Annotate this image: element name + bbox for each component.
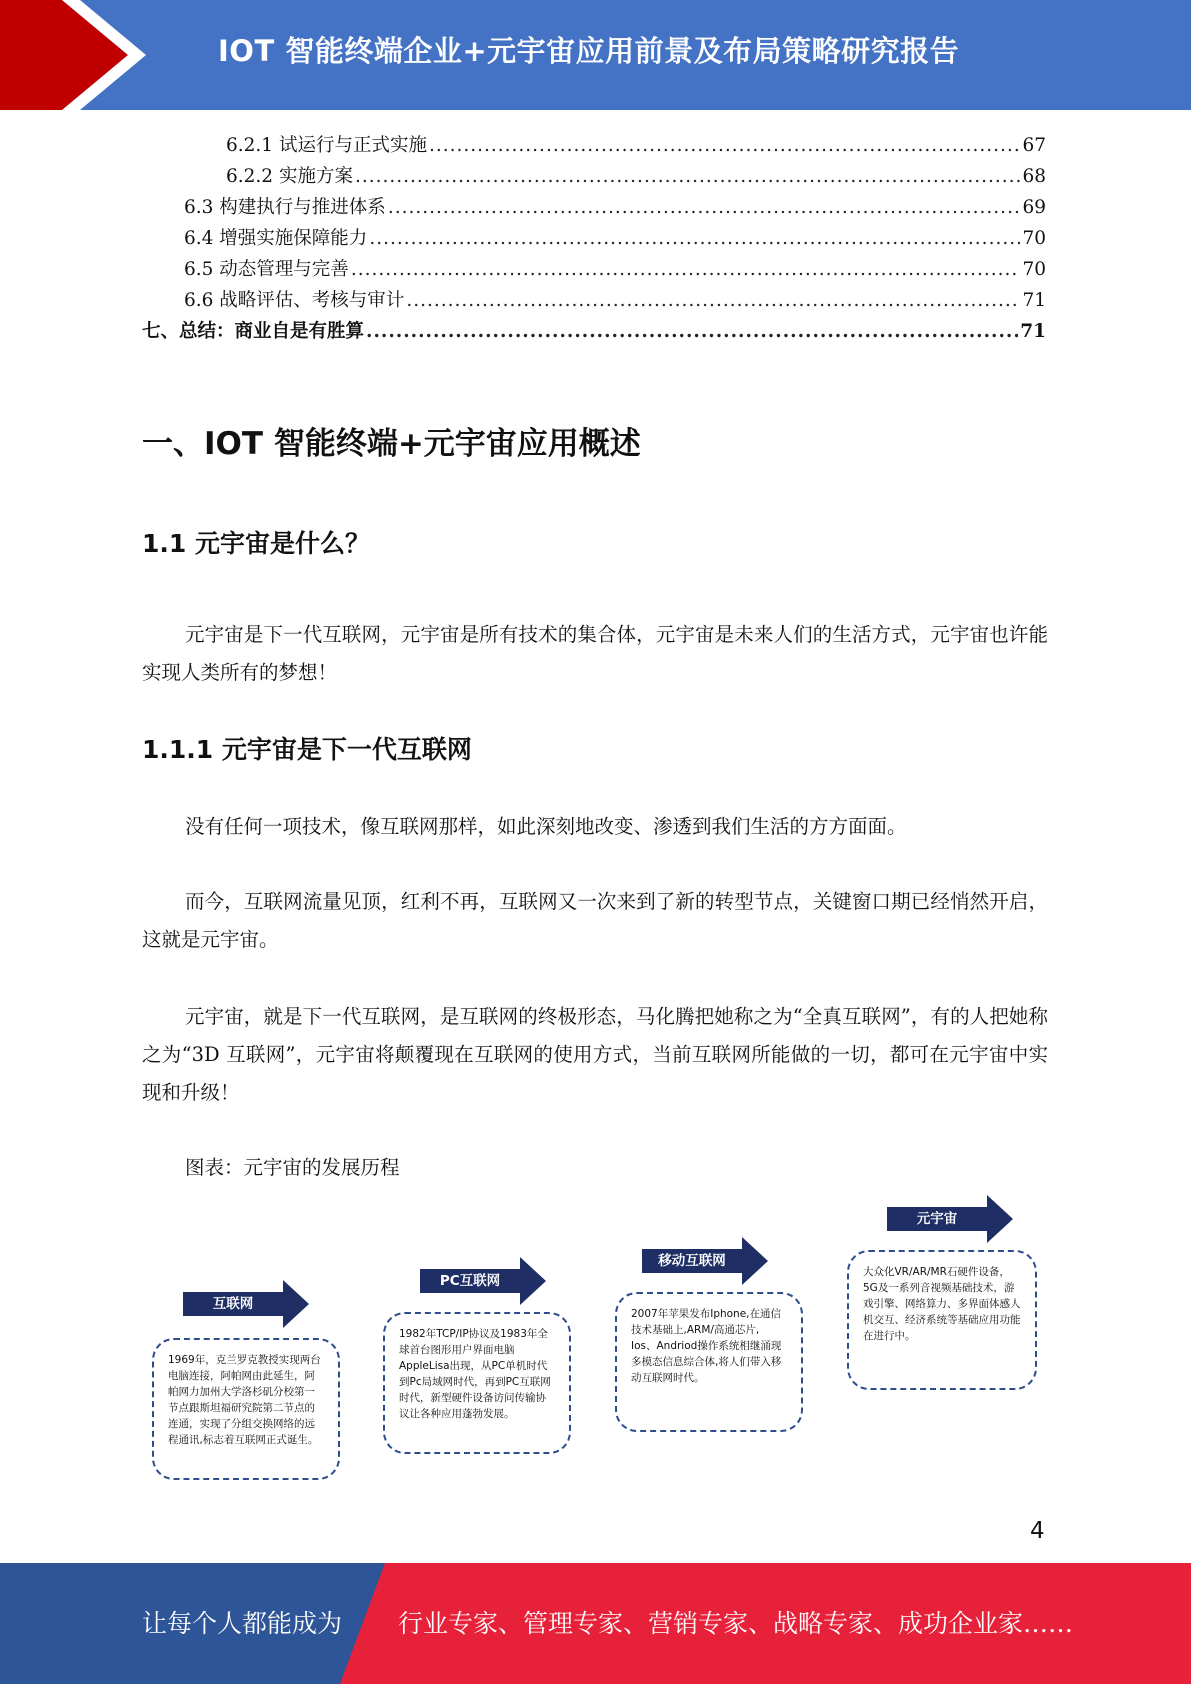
section-heading: 一、IOT 智能终端+元宇宙应用概述 — [142, 426, 641, 462]
timeline-arrow-tag — [183, 1280, 309, 1328]
timeline-arrow-tag — [887, 1195, 1013, 1243]
toc-entry-label: 6.2.2 实施方案 — [226, 166, 353, 187]
toc-entry[interactable] — [226, 130, 1046, 161]
toc-leader-dots — [369, 223, 1020, 254]
timeline-figure — [142, 1190, 1052, 1490]
paragraph: 没有任何一项技术，像互联网那样，如此深刻地改变、渗透到我们生活的方方面面。 — [185, 815, 907, 838]
figure-caption: 图表：元宇宙的发展历程 — [185, 1156, 400, 1179]
toc-entry-page: 71 — [1020, 321, 1046, 342]
toc-entry-label: 6.2.1 试运行与正式实施 — [226, 135, 427, 156]
toc-leader-dots — [388, 192, 1021, 223]
toc-entry-page: 67 — [1022, 135, 1046, 156]
toc-entry-page: 70 — [1022, 259, 1046, 280]
toc-leader-dots — [406, 285, 1020, 316]
footer-slogan-left: 让每个人都能成为 — [142, 1609, 343, 1638]
toc-entry[interactable] — [142, 316, 1046, 347]
toc-entry-label: 6.6 战略评估、考核与审计 — [184, 290, 405, 311]
toc-leader-dots — [351, 254, 1021, 285]
subsubsection-heading: 1.1.1 元宇宙是下一代互联网 — [142, 735, 472, 764]
toc-entry-page: 69 — [1022, 197, 1046, 218]
timeline-arrow-tag — [642, 1237, 768, 1285]
timeline-stage-label: 移动互联网 — [658, 1253, 726, 1269]
toc-leader-dots — [355, 161, 1021, 192]
toc-entry-label: 七、总结：商业自是有胜算 — [142, 321, 365, 342]
timeline-stage-label: PC互联网 — [439, 1273, 501, 1289]
paragraph: 元宇宙，就是下一代互联网，是互联网的终极形态，马化腾把她称之为“全真互联网”，有的人把她称之为“3D 互联网”，元宇宙将颠覆现在互联网的使用方式，当前互联网所能做的一切，都可在元宇宙中实现和升级！ — [142, 1005, 1048, 1104]
toc-entry[interactable] — [226, 161, 1046, 192]
paragraph: 元宇宙是下一代互联网，元宇宙是所有技术的集合体，元宇宙是未来人们的生活方式，元宇宙也许能实现人类所有的梦想！ — [142, 623, 1048, 684]
timeline-stage-box: 大众化VR/AR/MR石硬件设备，5G及一系列音视频基础技术，游戏引擎、网络算力、多界面体感人机交互、经济系统等基础应用功能在进行中。 — [847, 1250, 1037, 1390]
paragraph: 而今，互联网流量见顶，红利不再，互联网又一次来到了新的转型节点，关键窗口期已经悄然开启，这就是元宇宙。 — [142, 890, 1048, 951]
toc-entry[interactable] — [184, 192, 1046, 223]
page-number: 4 — [1030, 1518, 1045, 1544]
toc-leader-dots — [429, 130, 1020, 161]
toc-entry[interactable] — [184, 285, 1046, 316]
header-arrow-decoration — [0, 0, 150, 110]
toc-entry-page: 68 — [1022, 166, 1046, 187]
timeline-stage-box: 2007年苹果发布Iphone,在通信技术基础上,ARM/高通芯片, Ios、Andriod操作系统相继涌现多模态信息综合体,将人们带入移动互联网时代。 — [615, 1292, 803, 1432]
toc-entry-label: 6.4 增强实施保障能力 — [184, 228, 368, 249]
toc-entry-page: 71 — [1022, 290, 1046, 311]
toc-entry-label: 6.3 构建执行与推进体系 — [184, 197, 386, 218]
subsection-heading: 1.1 元宇宙是什么？ — [142, 529, 370, 558]
header-title: IOT 智能终端企业+元宇宙应用前景及布局策略研究报告 — [218, 34, 960, 68]
footer-slogan-right: 行业专家、管理专家、营销专家、战略专家、成功企业家…… — [398, 1609, 1074, 1638]
toc-entry-page: 70 — [1022, 228, 1046, 249]
toc-entry[interactable] — [184, 223, 1046, 254]
toc-entry-label: 6.5 动态管理与完善 — [184, 259, 349, 280]
timeline-stage-box: 1969年，克兰罗克教授实现两台电脑连接，阿帕网由此延生，阿帕网力加州大学洛杉矶分校第一节点跟斯坦福研究院第二节点的连通，实现了分组交换网络的远程通讯,标志着互联网正式诞生。 — [152, 1338, 340, 1480]
timeline-stage-box: 1982年TCP/IP协议及1983年全球首台图形用户界面电脑AppleLisa出现，从PC单机时代到Pc局域网时代，再到PC互联网时代，新型硬件设备访问传输协议让各种应用蓬勃发展。 — [383, 1312, 571, 1454]
timeline-arrow-tag — [420, 1257, 546, 1305]
timeline-stage-label: 互联网 — [212, 1296, 254, 1312]
toc-leader-dots — [366, 316, 1018, 347]
toc-entry[interactable] — [184, 254, 1046, 285]
timeline-stage-label: 元宇宙 — [916, 1211, 958, 1227]
page-header — [0, 0, 1191, 110]
